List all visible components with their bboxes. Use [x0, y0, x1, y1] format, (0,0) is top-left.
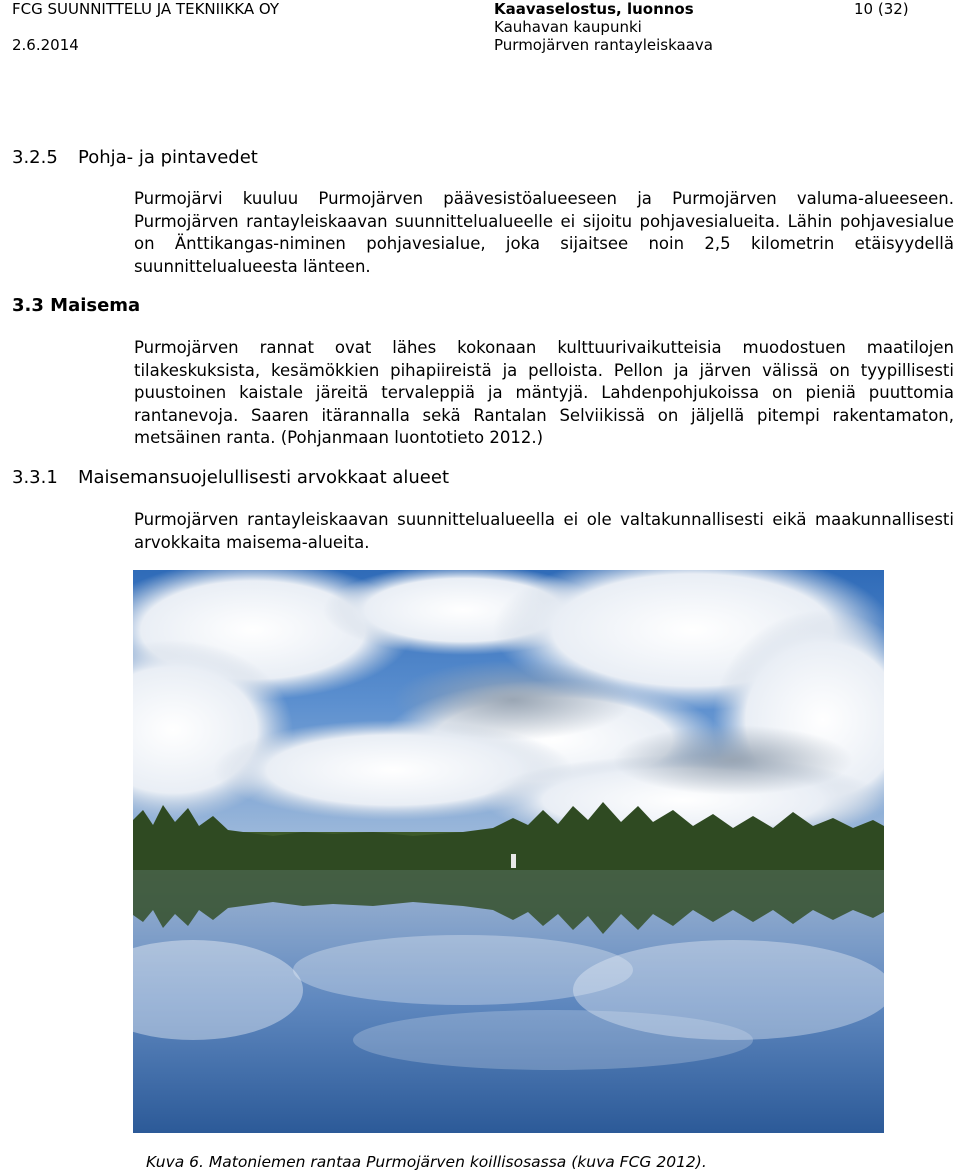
page-number: 10 (32) [854, 0, 909, 18]
section-heading-3-3: 3.3 Maisema [12, 295, 141, 316]
paragraph-groundwater: Purmojärvi kuuluu Purmojärven päävesistöalueeseen ja Purmojärven valuma-alueeseen. Purmojärven rantayleiskaavan suunnittelualueelle ei sijoitu pohjavesialueita. Lähin pohjavesialue on Änttikangas-niminen pohjavesialue, joka sijaitsee noin 2,5 kilometrin etäisyydellä suunnittelualueesta länteen. [134, 189, 954, 276]
paragraph-landscape: Purmojärven rannat ovat lähes kokonaan kulttuurivaikutteisia muodostuen maatilojen tilakeskuksista, kesämökkien pihapiireistä ja pelloista. Pellon ja järven välissä on tyypillisesti puustoinen kaistale järeitä tervaleppiä ja mäntyjä. Lahdenpohjukoissa on pieniä puuttomia rantanevoja. Saaren itärannalla sekä Rantalan Selviikissä on jäljellä pitempi rakentamaton, metsäinen ranta. (Pohjanmaan luontotieto 2012.) [134, 338, 954, 447]
paragraph-valuable-areas: Purmojärven rantayleiskaavan suunnittelualueella ei ole valtakunnallisesti eikä maakunnallisesti arvokkaita maisema-alueita. [134, 510, 954, 552]
section-number: 3.2.5 [12, 147, 58, 168]
section-heading-3-3-1 [12, 467, 449, 488]
company-name: FCG SUUNNITTELU JA TEKNIIKKA OY [12, 0, 280, 18]
section-title: Pohja- ja pintavedet [78, 147, 258, 168]
plan-name: Purmojärven rantayleiskaava [494, 36, 713, 54]
document-date: 2.6.2014 [12, 36, 79, 54]
section-title: Maisemansuojelullisesti arvokkaat alueet [78, 467, 449, 488]
lake-landscape-photo [133, 570, 884, 1133]
document-title: Kaavaselostus, luonnos [494, 0, 694, 18]
figure-caption: Kuva 6. Matoniemen rantaa Purmojärven koillisosassa (kuva FCG 2012). [146, 1153, 707, 1171]
municipality: Kauhavan kaupunki [494, 18, 642, 36]
section-heading-3-2-5 [12, 147, 258, 168]
section-number: 3.3.1 [12, 467, 58, 488]
